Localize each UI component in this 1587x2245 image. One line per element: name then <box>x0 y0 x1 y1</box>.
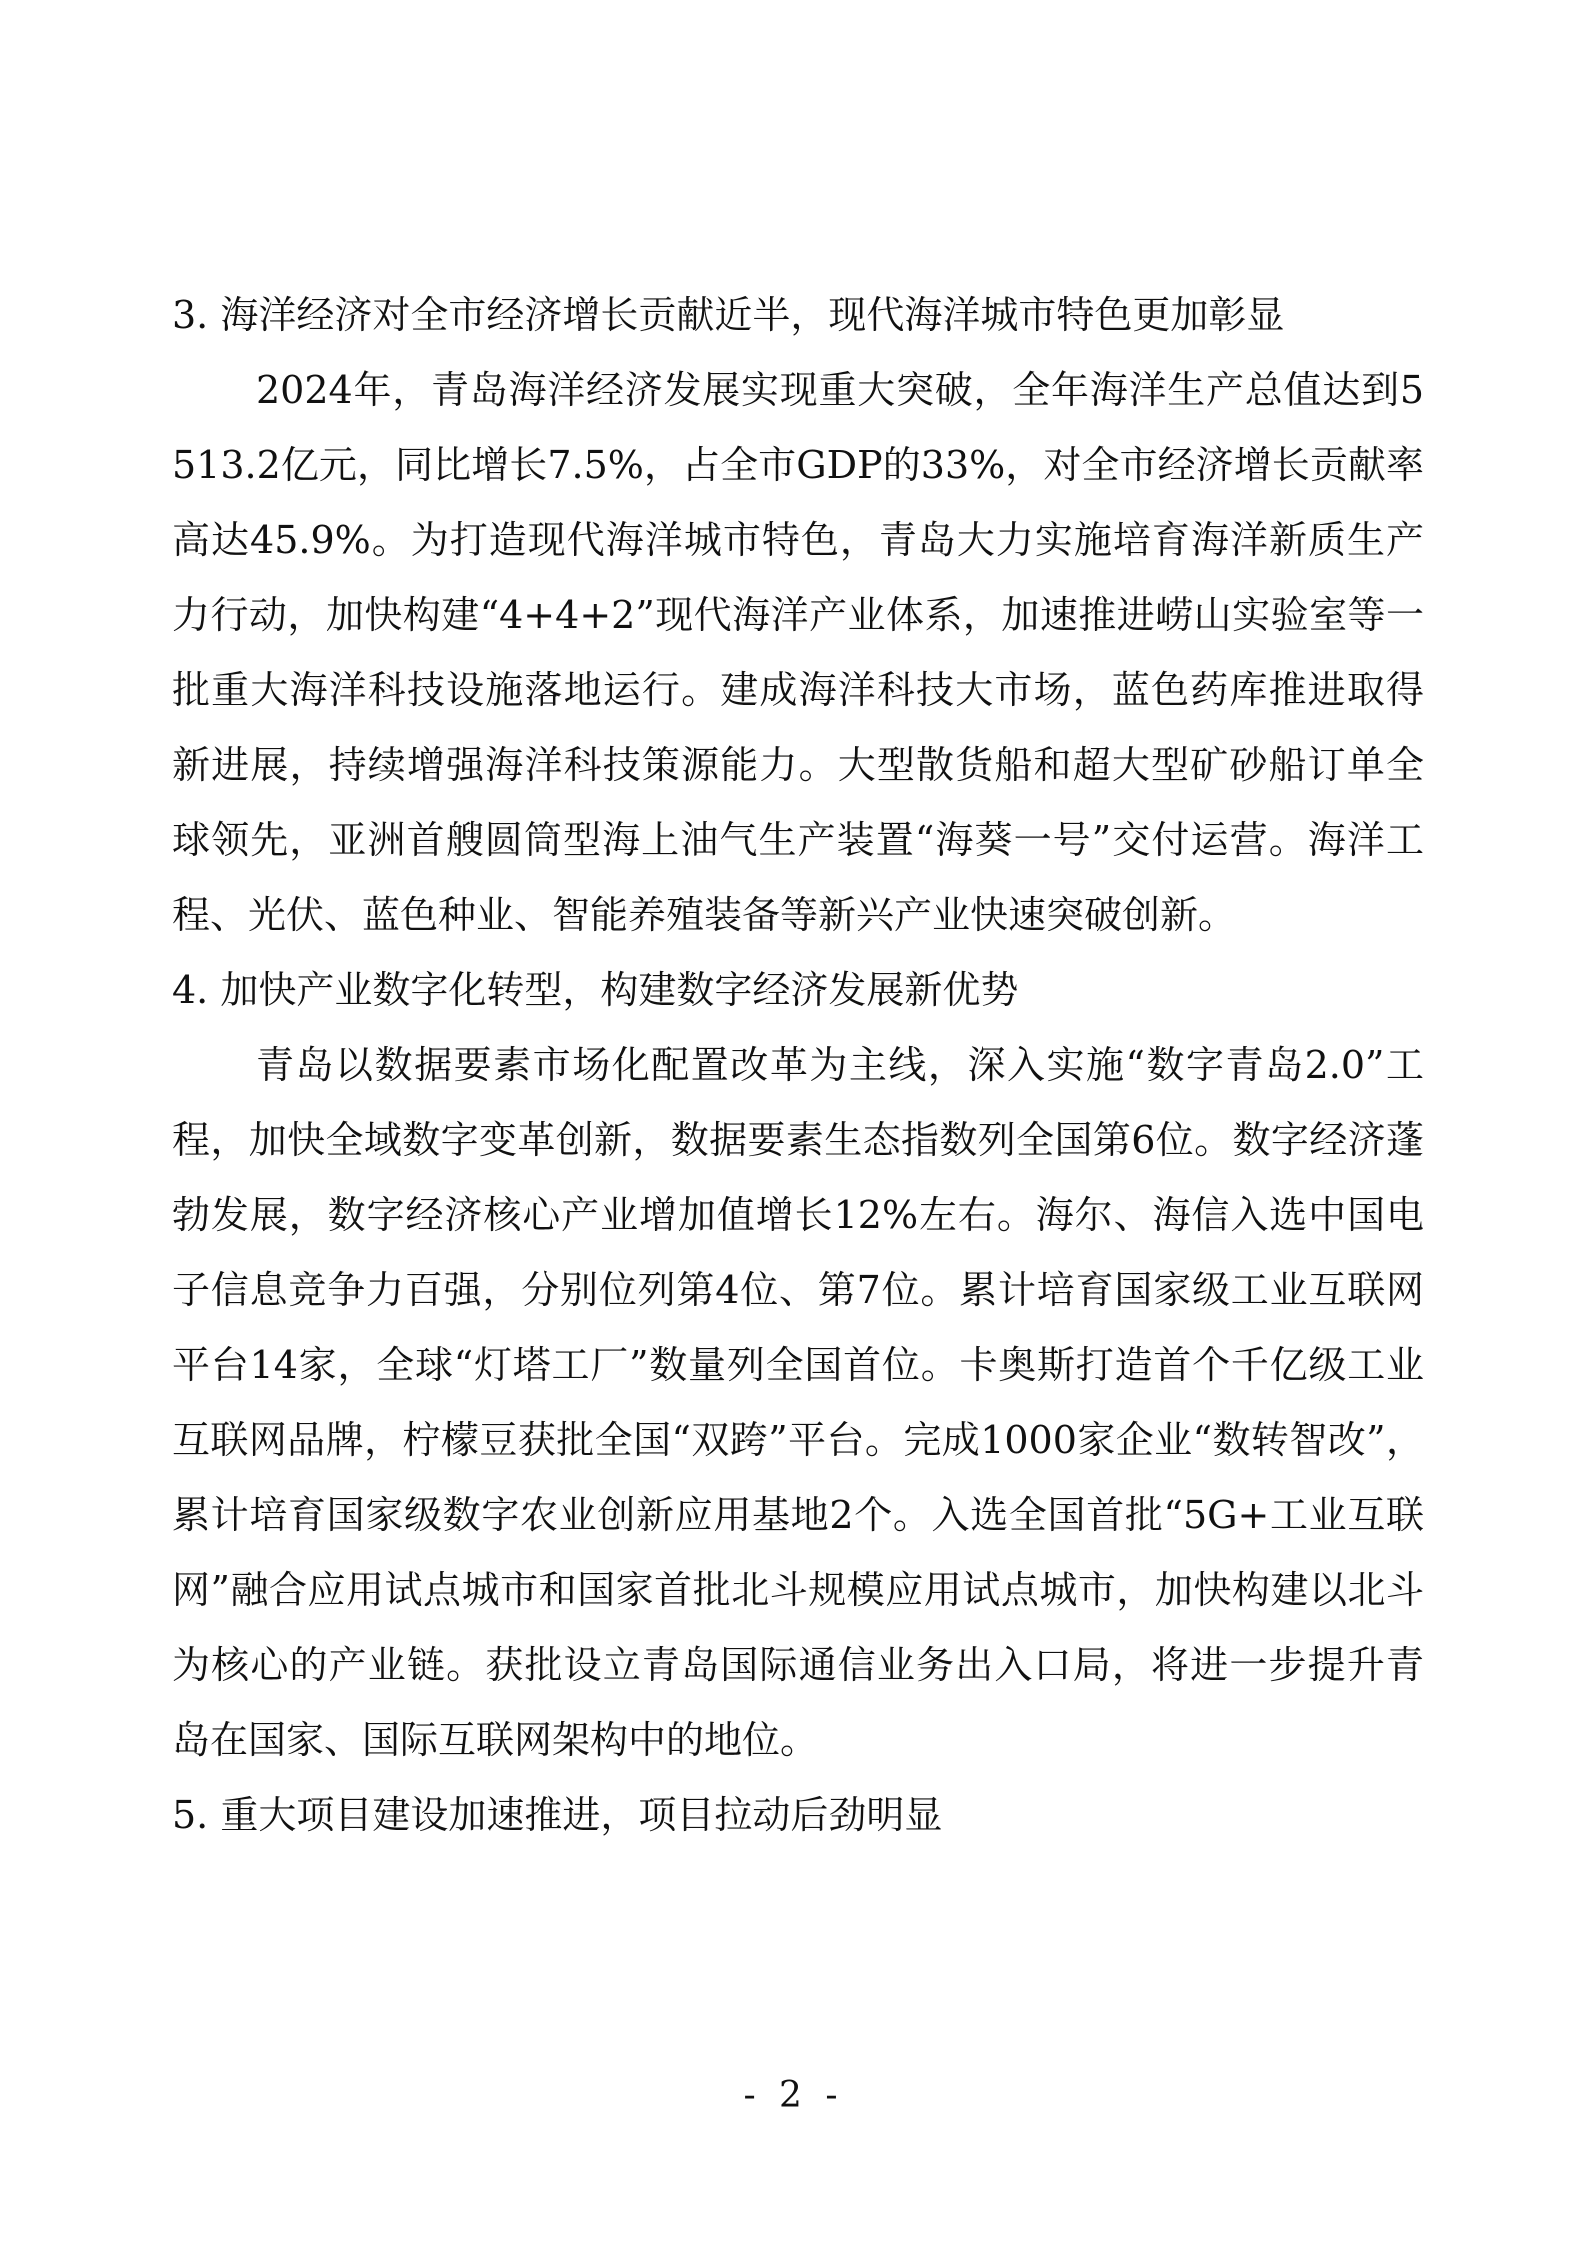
section-body-4: 青岛以数据要素市场化配置改革为主线，深入实施“数字青岛2.0”工程，加快全域数字变革创新，数据要素生态指数列全国第6位。数字经济蓬勃发展，数字经济核心产业增加值增长12%左右。海尔、海信入选中国电子信息竞争力百强，分别位列第4位、第7位。累计培育国家级工业互联网平台14家，全球“灯塔工厂”数量列全国首位。卡奥斯打造首个千亿级工业互联网品牌，柠檬豆获批全国“双跨”平台。完成1000家企业“数转智改”，累计培育国家级数字农业创新应用基地2个。入选全国首批“5G+工业互联网”融合应用试点城市和国家首批北斗规模应用试点城市，加快构建以北斗为核心的产业链。获批设立青岛国际通信业务出入口局，将进一步提升青岛在国家、国际互联网架构中的地位。 <box>172 1043 1424 1762</box>
page-number: - 2 - <box>743 2075 844 2116</box>
section-heading-5: 5. 重大项目建设加速推进，项目拉动后劲明显 <box>172 1793 943 1837</box>
section-heading-4: 4. 加快产业数字化转型，构建数字经济发展新优势 <box>172 968 1019 1012</box>
page-content <box>172 278 1424 1853</box>
section-heading-3: 3. 海洋经济对全市经济增长贡献近半，现代海洋城市特色更加彰显 <box>172 293 1285 337</box>
section-body-3: 2024年，青岛海洋经济发展实现重大突破，全年海洋生产总值达到5513.2亿元，同比增长7.5%，占全市GDP的33%，对全市经济增长贡献率高达45.9%。为打造现代海洋城市特色，青岛大力实施培育海洋新质生产力行动，加快构建“4+4+2”现代海洋产业体系，加速推进崂山实验室等一批重大海洋科技设施落地运行。建成海洋科技大市场，蓝色药库推进取得新进展，持续增强海洋科技策源能力。大型散货船和超大型矿砂船订单全球领先，亚洲首艘圆筒型海上油气生产装置“海葵一号”交付运营。海洋工程、光伏、蓝色种业、智能养殖装备等新兴产业快速突破创新。 <box>172 368 1424 937</box>
